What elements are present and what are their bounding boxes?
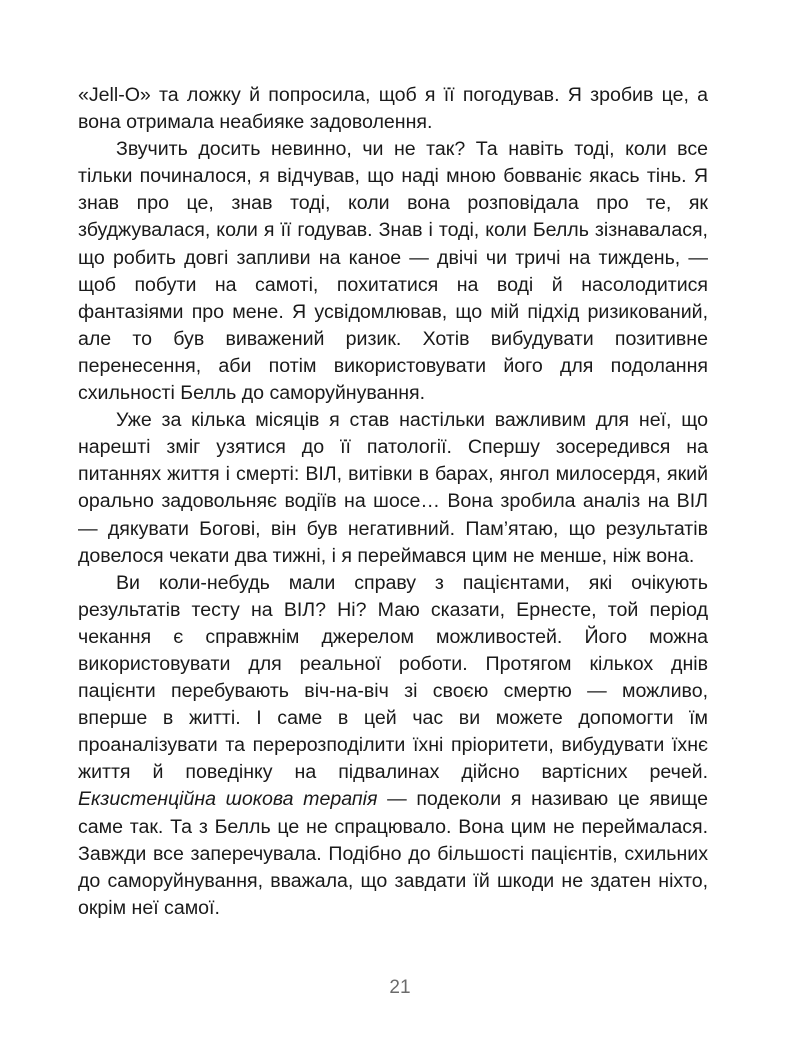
paragraph-4-text-after-italic: — подеколи я називаю це явище саме так. Та з Белль це не спрацювало. Вона цим не переймалася. Завжди все заперечувала. Подібно до більшості пацієнтів, схильних до саморуйнування, вважала, що завдати їй шкоди не здатен ніхто, окрім неї самої. xyxy=(78,788,709,919)
page-body-text xyxy=(78,82,708,922)
paragraph-4-text-before-italic: Ви коли-небудь мали справу з пацієнтами, які очікують результатів тесту на ВІЛ? Ні? Маю сказати, Ернесте, той період чекання є справжнім джерелом можливостей. Його можна використовувати для реальної роботи. Протягом кількох днів пацієнти перебувають віч-на-віч зі своєю смертю — можливо, вперше в житті. І саме в цей час ви можете допомогти їм проаналізувати та перерозподілити їхні пріоритети, вибудувати їхнє життя й поведінку на підвалинах дійсно вартісних речей. xyxy=(78,571,708,784)
paragraph-3: Уже за кілька місяців я став настільки важливим для неї, що нарешті зміг узятися до її патології. Спершу зосередився на питаннях життя і смерті: ВІЛ, витівки в барах, янгол милосердя, який орально задовольняє водіїв на шосе… Вона зробила аналіз на ВІЛ — дякувати Богові, він був негативний. Пам’ятаю, що результатів довелося чекати два тижні, і я переймався цим не менше, ніж вона. xyxy=(78,409,708,567)
italic-term-existential-shock-therapy: Екзистенційна шокова терапія xyxy=(78,788,378,811)
paragraph-1: «Jell-O» та ложку й попросила, щоб я її погодував. Я зробив це, а вона отримала неабияке задоволення. xyxy=(78,84,708,134)
page-number: 21 xyxy=(389,977,411,998)
paragraph-4 xyxy=(78,570,708,922)
paragraph-2: Звучить досить невинно, чи не так? Та навіть тоді, коли все тільки починалося, я відчував, що наді мною бовваніє якась тінь. Я знав про це, знав тоді, коли вона розповідала про те, як збуджувалася, коли я її годував. Знав і тоді, коли Белль зізнавалася, що робить довгі запливи на каное — двічі чи тричі на тиждень, — щоб побути на самоті, похитатися на воді й насолодитися фантазіями про мене. Я усвідомлював, що мій підхід ризикований, але то був виважений ризик. Хотів вибудувати позитивне перенесення, аби потім використовувати його для подолання схильності Белль до саморуйнування. xyxy=(78,138,708,405)
